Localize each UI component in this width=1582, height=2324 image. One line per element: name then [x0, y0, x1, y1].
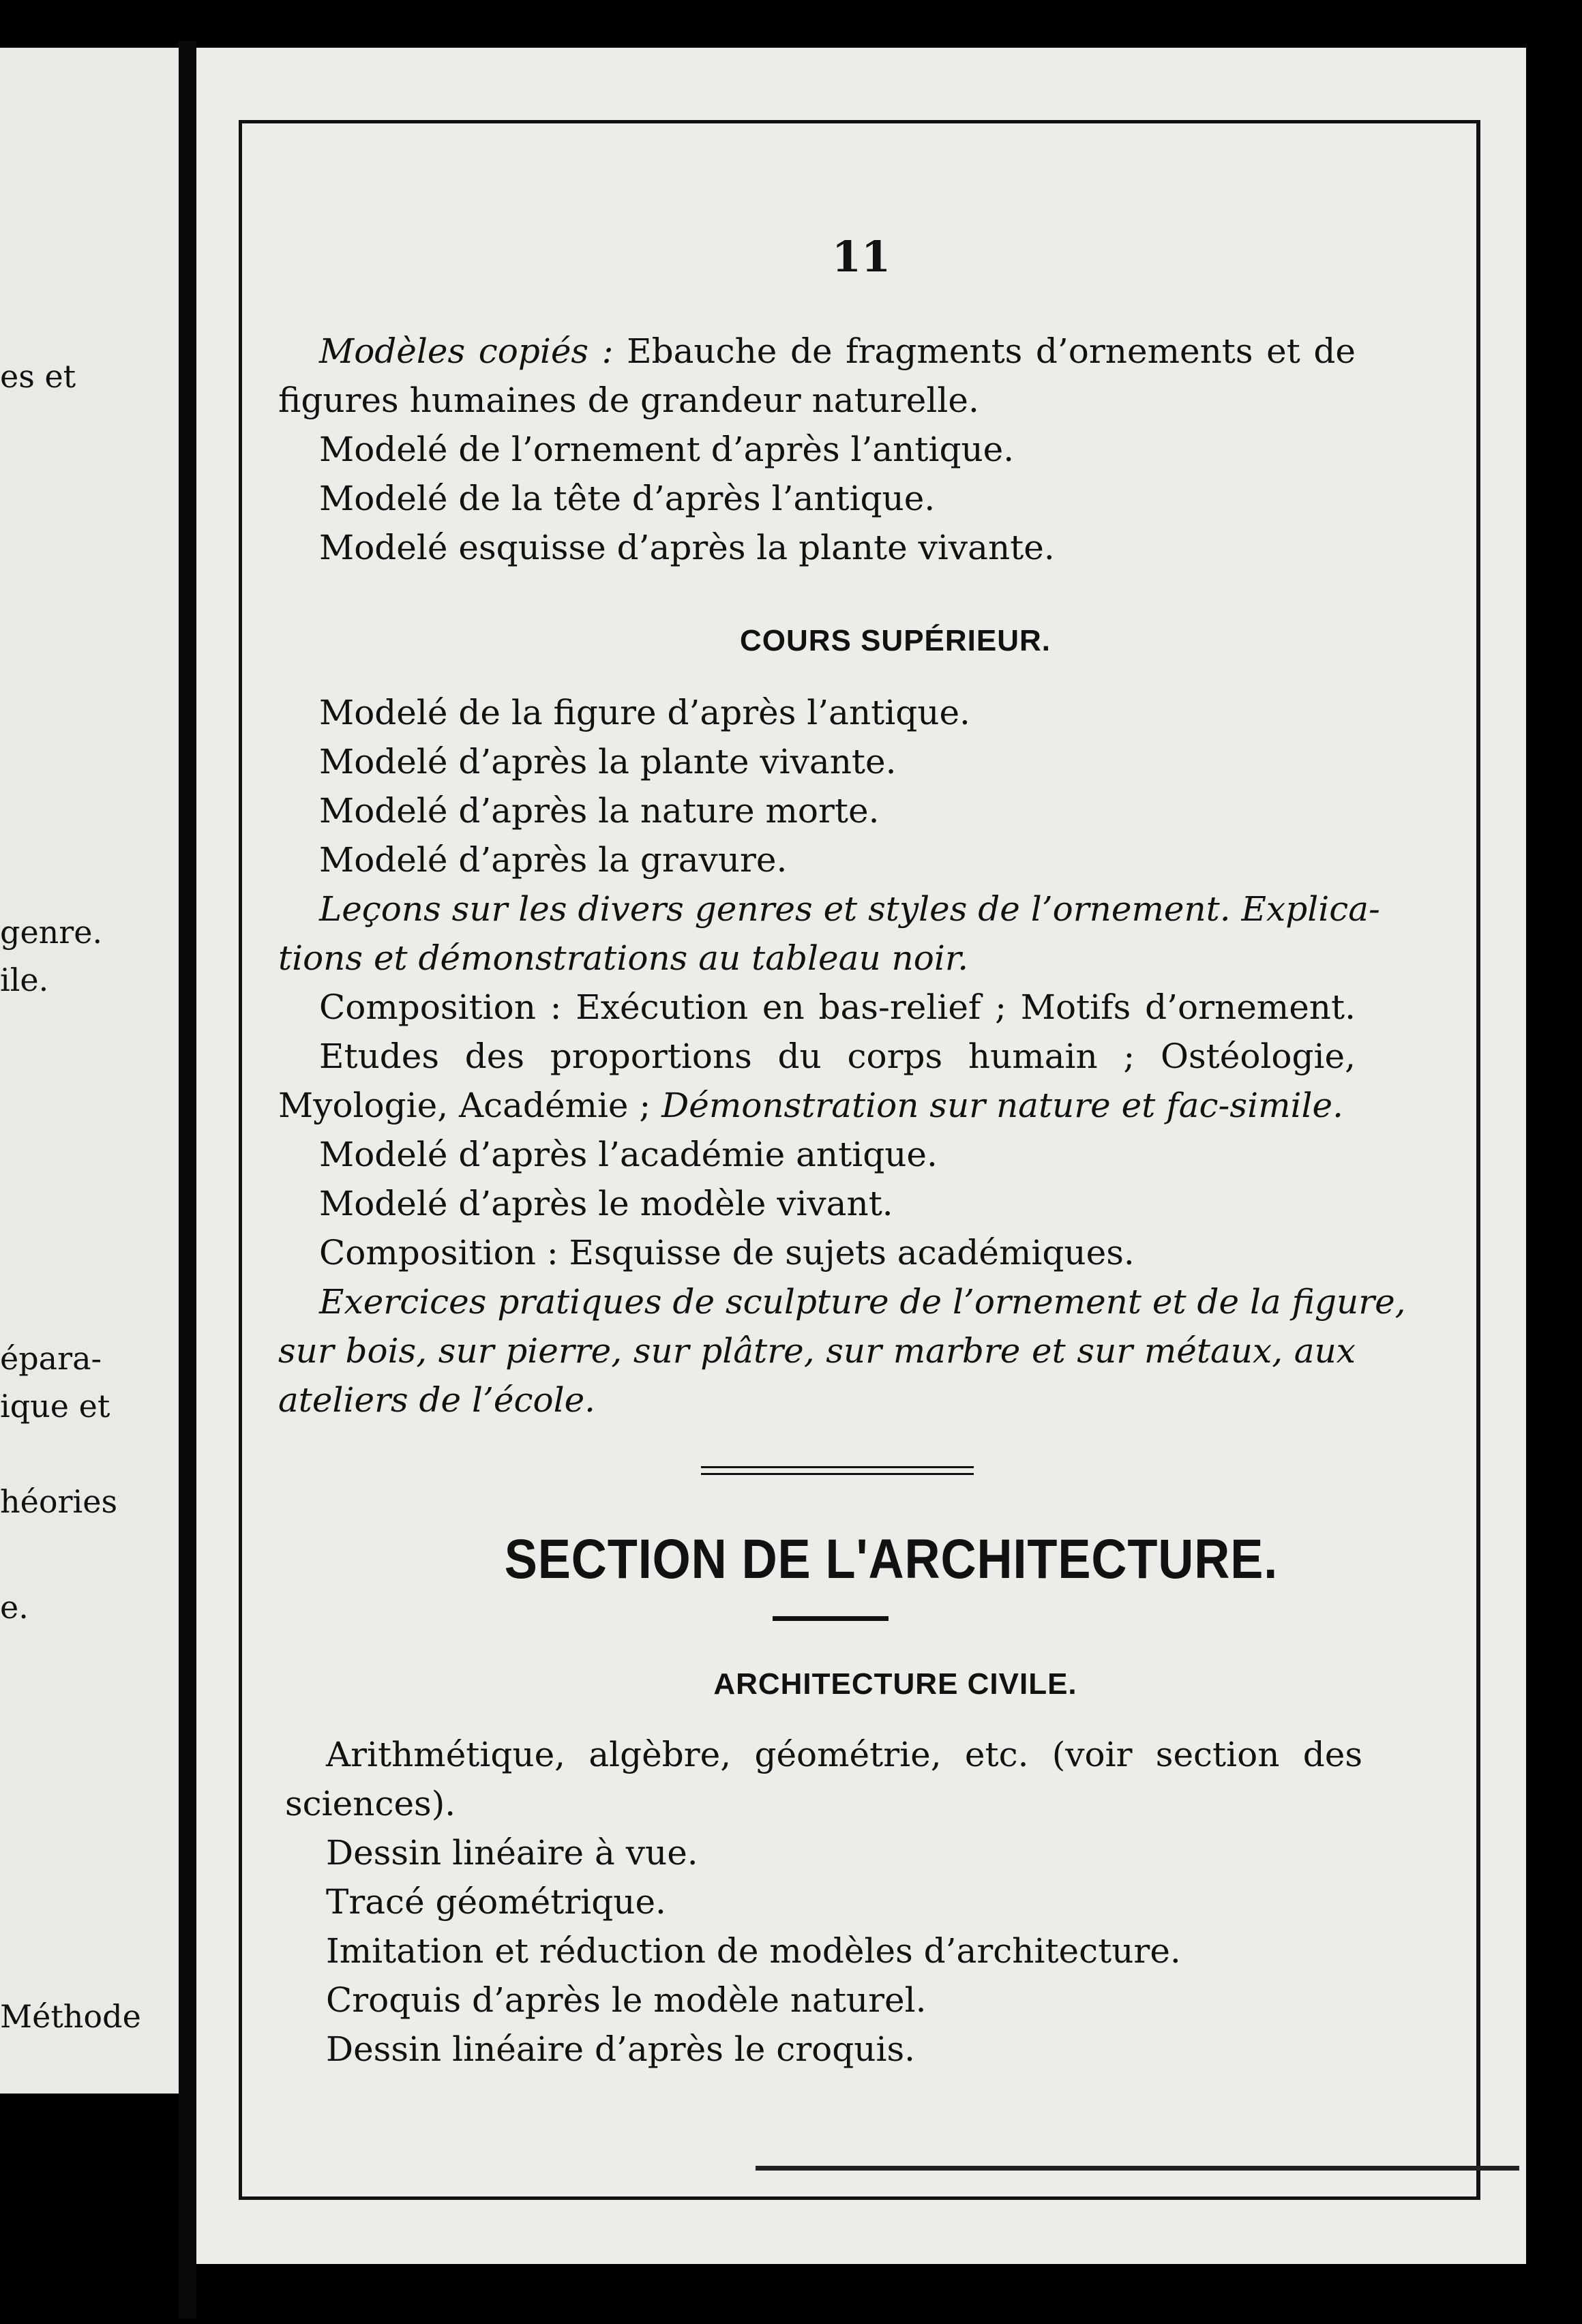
left-page-fragment: [0, 48, 181, 2094]
page-gutter: [179, 41, 196, 2319]
text-line: Composition : Exécution en bas-relief ; Motifs d’ornement.: [319, 987, 1356, 1027]
text-line: Modelé d’après l’académie antique.: [319, 1135, 938, 1174]
text-line-content: Myologie, Académie ;: [278, 1086, 651, 1125]
text-line: Composition : Esquisse de sujets académiques.: [319, 1233, 1135, 1272]
document-page: [196, 48, 1526, 2264]
text-line: [319, 331, 1356, 371]
left-page-line: genre.: [0, 914, 103, 951]
page-number: 11: [831, 232, 891, 282]
text-line: Croquis d’après le modèle naturel.: [326, 1980, 927, 2020]
section-title: SECTION DE L'ARCHITECTURE.: [504, 1528, 1279, 1590]
text-line: Modelé d’après la plante vivante.: [319, 742, 897, 781]
bottom-rule: [756, 2166, 1519, 2171]
text-line-content: Ebauche de fragments d’ornements et de: [613, 331, 1356, 371]
text-line: figures humaines de grandeur naturelle.: [278, 381, 979, 420]
text-line: Modelé esquisse d’après la plante vivante.: [319, 528, 1055, 567]
left-page-line: ile.: [0, 962, 49, 998]
text-line: Modelé de l’ornement d’après l’antique.: [319, 430, 1015, 469]
text-line: Dessin linéaire à vue.: [326, 1833, 698, 1873]
text-line: Leçons sur les divers genres et styles de l’ornement. Explica-: [319, 889, 1380, 929]
text-line: Etudes des proportions du corps humain ; Ostéologie,: [319, 1037, 1356, 1076]
separator-rule: [701, 1473, 974, 1475]
text-line: Tracé géométrique.: [326, 1882, 666, 1922]
text-line: [278, 1086, 1343, 1125]
italic-phrase: Démonstration sur nature et fac-simile.: [651, 1086, 1343, 1125]
text-line: Exercices pratiques de sculpture de l’ornement et de la figure,: [319, 1282, 1406, 1322]
title-underline: [773, 1616, 889, 1621]
separator-rule: [701, 1466, 974, 1468]
text-line: Modelé d’après le modèle vivant.: [319, 1184, 893, 1223]
text-line: Modelé de la figure d’après l’antique.: [319, 693, 970, 732]
italic-label: Modèles copiés :: [319, 331, 614, 371]
left-page-line: es et: [0, 358, 76, 395]
text-line: Arithmétique, algèbre, géométrie, etc. (voir section des: [326, 1735, 1362, 1774]
subsection-heading: ARCHITECTURE CIVILE.: [713, 1667, 1077, 1701]
section-heading: COURS SUPÉRIEUR.: [739, 624, 1051, 657]
text-line: Modelé de la tête d’après l’antique.: [319, 479, 936, 518]
text-line: ateliers de l’école.: [278, 1380, 596, 1420]
text-line: tions et démonstrations au tableau noir.: [278, 938, 969, 978]
left-page-line: héories: [0, 1483, 118, 1520]
left-page-line: ique et: [0, 1388, 110, 1425]
text-line: sur bois, sur pierre, sur plâtre, sur marbre et sur métaux, aux: [278, 1331, 1356, 1371]
text-line: sciences).: [285, 1784, 456, 1823]
text-line: Modelé d’après la gravure.: [319, 840, 788, 880]
text-line: Dessin linéaire d’après le croquis.: [326, 2029, 916, 2069]
left-page-line: épara-: [0, 1340, 102, 1377]
left-page-line: e.: [0, 1589, 29, 1626]
text-line: Imitation et réduction de modèles d’architecture.: [326, 1931, 1181, 1971]
text-line: Modelé d’après la nature morte.: [319, 791, 880, 831]
left-page-line: Méthode: [0, 1998, 141, 2035]
